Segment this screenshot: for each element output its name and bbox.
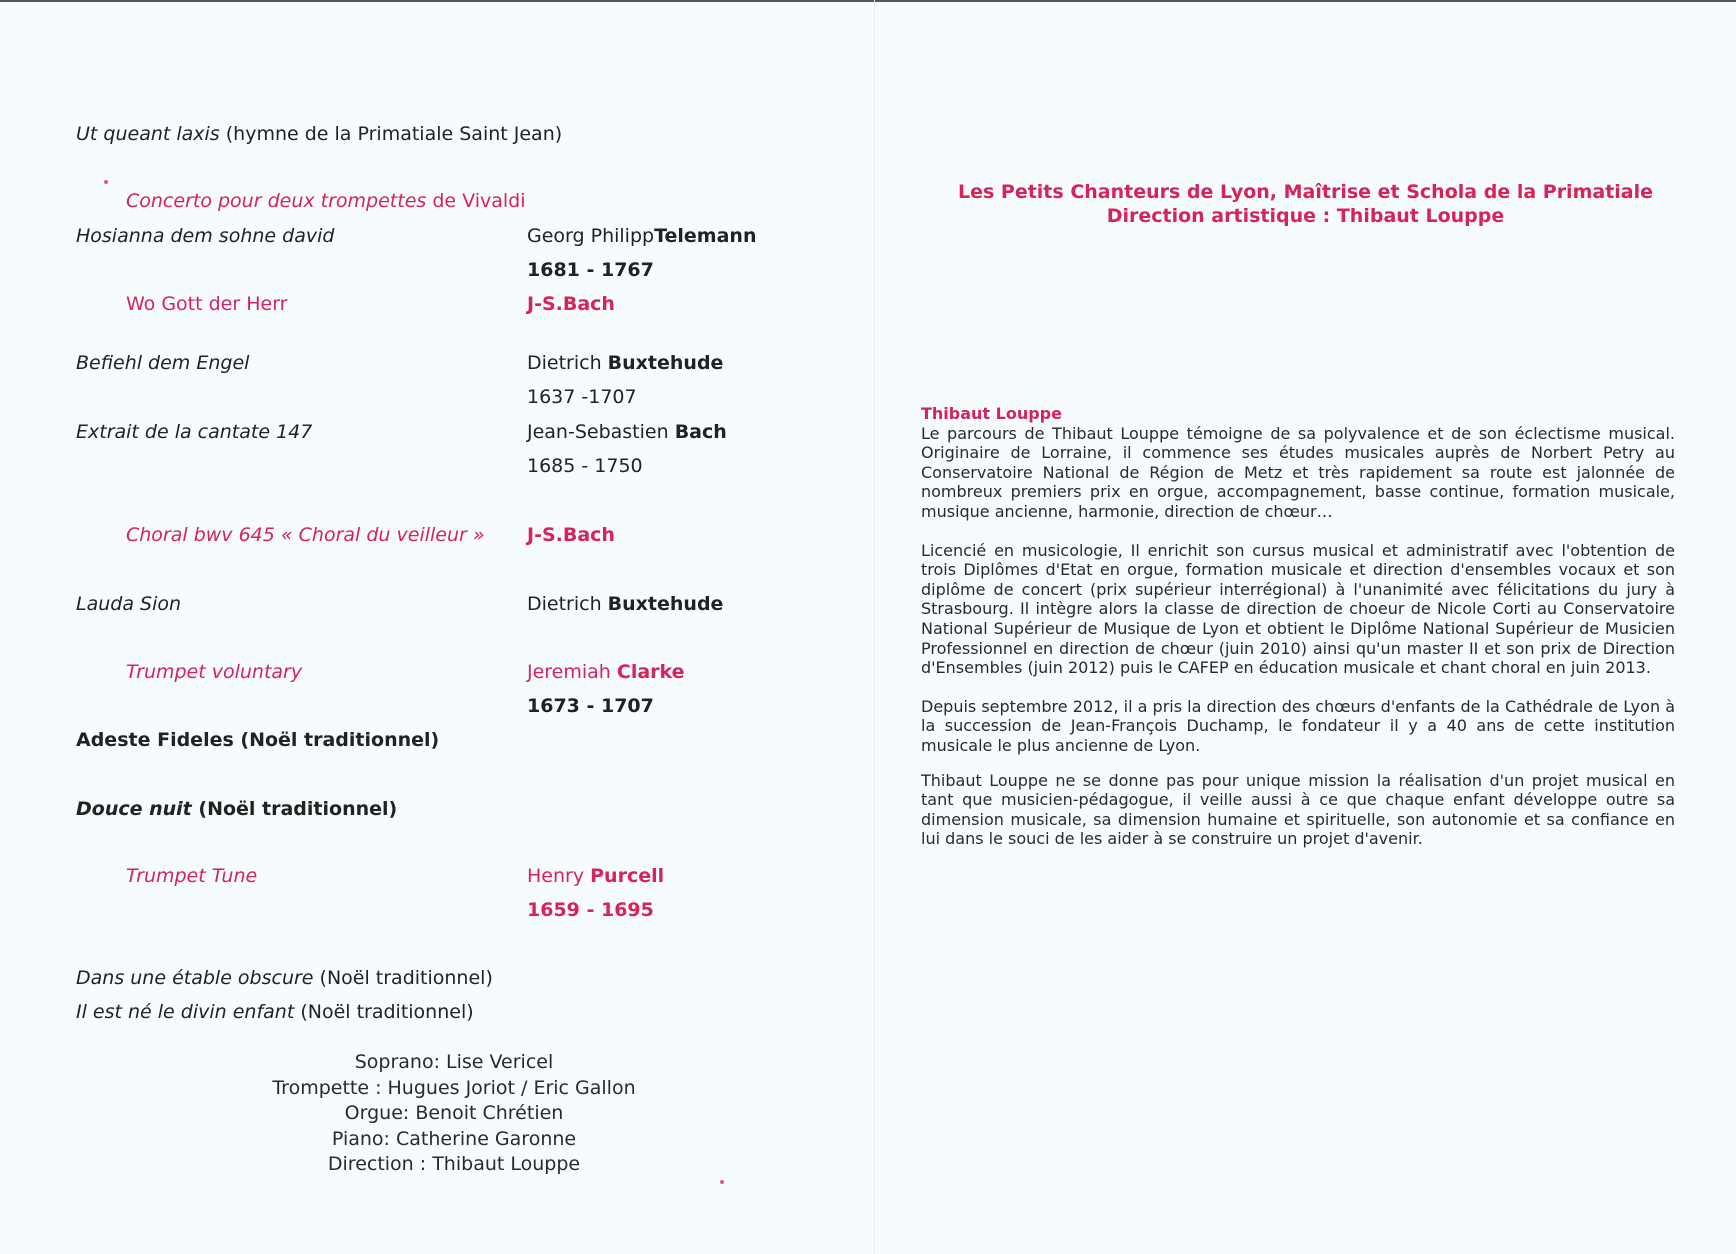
bio-paragraph: Le parcours de Thibaut Louppe témoigne de sa polyvalence et de son éclectisme musical. Originaire de Lorraine, il commence ses études musicales auprès de Norbert Petry au Conservatoire National de Région de Metz et très rapidement sa route est jalonnée de nombreux premiers prix en orgue, accompagnement, basse continue, formation musicale, musique ancienne, harmonie, direction de chœur… bbox=[921, 423, 1675, 521]
composer-bach-1: J-S.Bach bbox=[527, 293, 615, 315]
composer-telemann bbox=[527, 224, 756, 248]
composer-first: Henry bbox=[527, 865, 591, 887]
work-title: Dans une étable obscure bbox=[76, 967, 314, 989]
composer-purcell bbox=[527, 864, 664, 888]
opening-title: Ut queant laxis bbox=[76, 123, 220, 145]
credit-direction: Direction : Thibaut Louppe bbox=[327, 1153, 581, 1175]
program-item-concerto bbox=[126, 189, 525, 213]
composer-js-bach bbox=[527, 420, 727, 444]
work-note: (Noël traditionnel) bbox=[313, 967, 493, 989]
composer-last: Bach bbox=[674, 421, 727, 443]
opening-line bbox=[76, 122, 562, 146]
composer-bach-2: J-S.Bach bbox=[527, 524, 615, 546]
work-title-trumpet-tune: Trumpet Tune bbox=[126, 865, 258, 887]
work-title: Concerto pour deux trompettes bbox=[126, 190, 427, 212]
right-page-biography bbox=[875, 0, 1736, 1254]
dates-purcell: 1659 - 1695 bbox=[527, 899, 654, 921]
artistic-direction: Direction artistique : Thibaut Louppe bbox=[1106, 205, 1505, 227]
work-note: (Noël traditionnel) bbox=[294, 1001, 474, 1023]
composer-first: Georg Philipp bbox=[527, 225, 655, 247]
choir-title: Les Petits Chanteurs de Lyon, Maîtrise et Schola de la Primatiale bbox=[957, 181, 1654, 203]
bio-paragraph: Thibaut Louppe ne se donne pas pour unique mission la réalisation d'un projet musical en tant que musicien-pédagogue, il veille aussi à ce que chaque enfant développe outre sa dimension musicale, sa dimension humaine et spirituelle, son autonomie et sa confiance en lui dans le souci de les aider à se construire un projet d'avenir. bbox=[921, 770, 1675, 849]
dates-bach: 1685 - 1750 bbox=[527, 455, 643, 477]
composer-clarke bbox=[527, 660, 685, 684]
work-title-trumpet-voluntary: Trumpet voluntary bbox=[126, 661, 303, 683]
work-title-cantate: Extrait de la cantate 147 bbox=[76, 421, 313, 443]
choir-heading bbox=[875, 180, 1736, 228]
work-composer-inline: de Vivaldi bbox=[426, 190, 526, 212]
ink-speck bbox=[720, 1180, 724, 1184]
work-title: Douce nuit bbox=[76, 798, 192, 820]
credit-piano: Piano: Catherine Garonne bbox=[331, 1127, 577, 1150]
bio-paragraph: Licencié en musicologie, Il enrichit son cursus musical et administratif avec l'obtention de trois Diplômes d'Etat en orgue, formation musicale et direction d'ensembles vocaux et son diplôme de concert (prix supérieur interrégional) à l'unanimité avec félicitations du jury à Strasbourg. Il intègre alors la classe de direction de choeur de Nicole Corti au Conservatoire National Supérieur de Musique de Lyon et obtient le Diplôme National Supérieur de Musicien Professionnel en direction de chœur (juin 2010) ainsi qu'un master II et son prix de Direction d'Ensembles (juin 2012) puis le CAFEP en éducation musicale et chant choral en juin 2013. bbox=[921, 540, 1675, 678]
bio-paragraph: Depuis septembre 2012, il a pris la direction des chœurs d'enfants de la Cathédrale de Lyon à la succession de Jean-François Duchamp, le fondateur il y a 40 ans de cette institution musicale le plus ancienne de Lyon. bbox=[921, 696, 1675, 755]
composer-first: Jean-Sebastien bbox=[527, 421, 675, 443]
opening-note: (hymne de la Primatiale Saint Jean) bbox=[225, 123, 563, 145]
composer-buxtehude-2 bbox=[527, 592, 723, 616]
composer-last: Buxtehude bbox=[607, 352, 724, 374]
biography bbox=[921, 404, 1675, 849]
work-title-wo-gott: Wo Gott der Herr bbox=[126, 293, 288, 315]
work-title: Il est né le divin enfant bbox=[76, 1001, 295, 1023]
composer-first: Dietrich bbox=[527, 593, 608, 615]
work-title-choral: Choral bwv 645 « Choral du veilleur » bbox=[126, 524, 485, 546]
credit-soprano: Soprano: Lise Vericel bbox=[354, 1051, 554, 1073]
work-note: (Noël traditionnel) bbox=[191, 798, 398, 820]
ink-speck bbox=[104, 180, 108, 184]
dates-clarke: 1673 - 1707 bbox=[527, 695, 654, 717]
work-title-lauda-sion: Lauda Sion bbox=[76, 593, 182, 615]
bio-name: Thibaut Louppe bbox=[921, 404, 1062, 423]
work-title-hosianna: Hosianna dem sohne david bbox=[76, 225, 335, 247]
composer-first: Dietrich bbox=[527, 352, 608, 374]
composer-last: Buxtehude bbox=[607, 593, 724, 615]
composer-last: Clarke bbox=[616, 661, 685, 683]
performer-credits bbox=[200, 1050, 708, 1178]
composer-buxtehude-1 bbox=[527, 351, 723, 375]
composer-last: Purcell bbox=[590, 865, 665, 887]
work-title-adeste: Adeste Fideles (Noël traditionnel) bbox=[76, 729, 440, 751]
composer-last: Telemann bbox=[654, 225, 757, 247]
dates-telemann: 1681 - 1767 bbox=[527, 259, 654, 281]
work-title-befiehl: Befiehl dem Engel bbox=[76, 352, 250, 374]
credit-trumpet: Trompette : Hugues Joriot / Eric Gallon bbox=[272, 1076, 636, 1099]
work-title-douce-nuit bbox=[76, 797, 397, 821]
work-title-divin-enfant bbox=[76, 1000, 474, 1024]
credit-organ: Orgue: Benoit Chrétien bbox=[344, 1102, 564, 1124]
composer-first: Jeremiah bbox=[527, 661, 617, 683]
dates-buxtehude: 1637 -1707 bbox=[527, 386, 637, 408]
work-title-etable bbox=[76, 966, 493, 990]
